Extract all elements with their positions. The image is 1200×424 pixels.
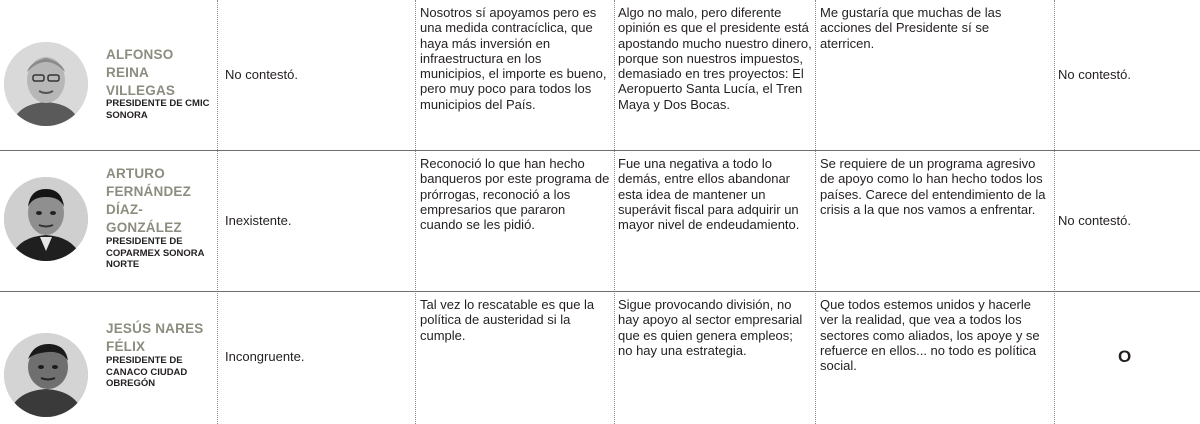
answer-text: Incongruente. [225,349,305,365]
column-divider [1054,0,1055,424]
column-divider [415,0,416,424]
column-divider [815,0,816,424]
answer-cell [1058,0,1198,150]
answer-cell: Nosotros sí apoyamos pero es una medida contracíclica, que haya más inversión en infraestructura en los municipios, el importe es bueno, pero muy poco para todos los municipios del País. [420,5,607,112]
answer-cell: Reconoció lo que han hecho banqueros por este programa de prórrogas, reconoció a los empresarios que pararon cuando se les pidió. [420,156,610,233]
answer-cell [225,151,410,291]
answer-cell: Sigue provocando división, no hay apoyo al sector empresarial que es quien genera empleos; no hay una estrategia. [618,297,803,358]
portrait-icon [4,42,88,126]
person-role: PRESIDENTE DE COPARMEX SONORA NORTE [106,236,205,270]
column-divider [217,0,218,424]
answer-cell: Fue una negativa a todo lo demás, entre ellos abandonar esta idea de mantener un superávit fiscal para adquirir un mayor nivel de endeudamiento. [618,156,800,233]
answer-cell: Tal vez lo rescatable es que la política de austeridad si la cumple. [420,297,595,343]
person-name: ARTURO FERNÁNDEZ DÍAZ-GONZÁLEZ [106,166,192,235]
answer-cell: Que todos estemos unidos y hacerle ver la realidad, que vea a todos los sectores como aliados, los apoye y se refuerce en ellos... no todo es política social. [820,297,1040,374]
answer-cell [1058,151,1198,291]
answer-text: No contestó. [1058,67,1131,83]
avatar [4,42,88,126]
avatar [4,333,88,417]
answer-text: No contestó. [1058,213,1131,229]
avatar [4,177,88,261]
answer-cell [225,0,410,150]
portrait-icon [4,177,88,261]
person-role: PRESIDENTE DE CMIC SONORA [106,98,210,121]
person-role: PRESIDENTE DE CANACO CIUDAD OBREGÓN [106,355,188,389]
answer-text: O [1118,347,1132,367]
answer-cell: Se requiere de un programa agresivo de apoyo como lo han hecho todos los países. Carece del entendimiento de la crisis a la que nos vamos a enfrentar. [820,156,1046,217]
row-divider [0,291,1200,292]
answer-cell: Algo no malo, pero diferente opinión es que el presidente está apostando mucho nuestro dinero, porque son nuestros impuestos, demasiado en tres proyectos: El Aeropuerto Santa Lucía, el Tren Maya y Dos Bocas. [618,5,812,112]
answer-cell [225,292,410,422]
answer-text: Inexistente. [225,213,292,229]
row-divider [0,150,1200,151]
person-name: JESÚS NARES FÉLIX [106,321,204,354]
answer-text: No contestó. [225,67,298,83]
person-name: ALFONSO REINA VILLEGAS [106,47,176,98]
portrait-icon [4,333,88,417]
answer-cell [1118,292,1158,422]
answer-cell: Me gustaría que muchas de las acciones del Presidente sí se aterricen. [820,5,1002,51]
column-divider [614,0,615,424]
